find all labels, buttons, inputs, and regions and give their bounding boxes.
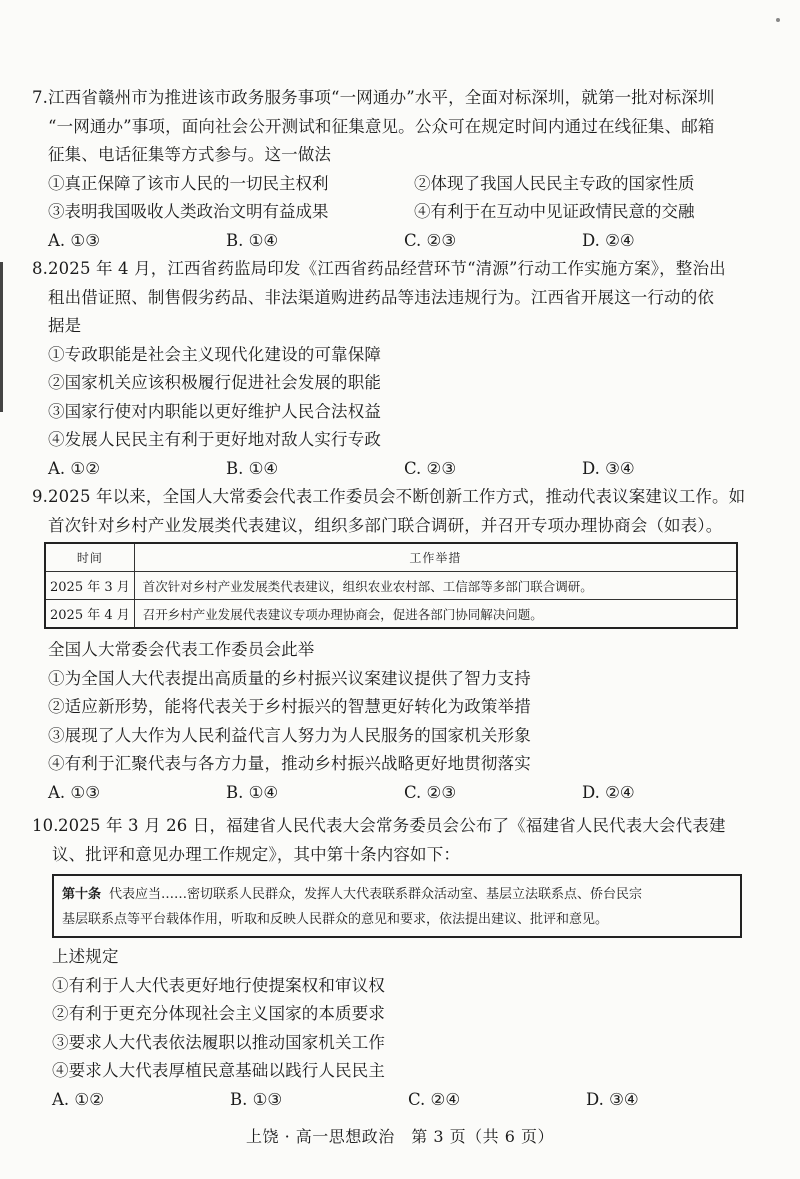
question-10-continued xyxy=(32,943,780,1114)
table-header-measures: 工作举措 xyxy=(134,543,737,572)
statement-1: ①专政职能是社会主义现代化建设的可靠保障 xyxy=(48,344,381,364)
table-row xyxy=(45,572,737,600)
question-9-continued xyxy=(32,636,780,807)
option-d: D. ②④ xyxy=(582,782,635,802)
question-number: 10. xyxy=(32,816,59,835)
question-9-stem-line: 9.2025 年以来，全国人大常委会代表工作委员会不断创新工作方式，推动代表议案建议工作。如 xyxy=(32,483,780,512)
table-row xyxy=(45,600,737,629)
option-b: B. ①③ xyxy=(230,1089,283,1109)
option-a: A. ①② xyxy=(48,458,100,478)
option-d: D. ②④ xyxy=(582,230,635,250)
question-10-stem-line: 10.2025 年 3 月 26 日，福建省人民代表大会常务委员会公布了《福建省人民代表大会代表建 xyxy=(32,812,780,841)
question-10 xyxy=(32,812,780,869)
statement-2: ②有利于更充分体现社会主义国家的本质要求 xyxy=(52,1004,385,1023)
option-b: B. ①④ xyxy=(226,782,279,802)
option-c: C. ②④ xyxy=(408,1089,461,1109)
question-number: 7. xyxy=(32,88,49,107)
answer-options xyxy=(32,779,780,808)
question-9 xyxy=(32,483,780,540)
option-b: B. ①④ xyxy=(226,230,279,250)
option-a: A. ①③ xyxy=(48,782,100,802)
article-title: 第十条 xyxy=(62,887,102,902)
option-a: A. ①③ xyxy=(48,230,100,250)
article-line: 基层联系点等平台载体作用，听取和反映人民群众的意见和要求，依法提出建议、批评和意见。 xyxy=(62,912,609,927)
statement-2: ②国家机关应该积极履行促进社会发展的职能 xyxy=(48,373,381,392)
statement-3: ③展现了人大作为人民利益代言人努力为人民服务的国家机关形象 xyxy=(48,725,531,745)
question-7-stem-line: 征集、电话征集等方式参与。这一做法 xyxy=(48,145,332,164)
answer-options xyxy=(32,227,780,256)
table-header-time: 时间 xyxy=(45,543,134,572)
question-8-stem-line: 8.2025 年 4 月，江西省药监局印发《江西省药品经营环节“清源”行动工作实施方案》，整治出 xyxy=(32,255,780,284)
statement-4: ④要求人大代表厚植民意基础以践行人民民主 xyxy=(52,1061,385,1080)
statement-1: ①真正保障了该市人民的一切民主权利 xyxy=(48,173,329,193)
statement-2: ②适应新形势，能将代表关于乡村振兴的智慧更好转化为政策举措 xyxy=(48,697,531,716)
question-number: 9. xyxy=(32,487,49,506)
option-a: A. ①② xyxy=(52,1089,104,1109)
option-c: C. ②③ xyxy=(404,782,457,802)
scan-mark xyxy=(776,18,780,22)
table-cell-measure: 首次针对乡村产业发展类代表建议，组织农业农村部、工信部等多部门联合调研。 xyxy=(134,572,737,600)
statement-row xyxy=(32,170,780,199)
question-7-stem-line: 7.江西省赣州市为推进该市政务服务事项“一网通办”水平，全面对标深圳，就第一批对标深圳 xyxy=(32,84,780,113)
statement-2: ②体现了我国人民民主专政的国家性质 xyxy=(414,173,695,193)
option-d: D. ③④ xyxy=(582,458,635,478)
question-8-stem-line: 据是 xyxy=(48,316,82,335)
statement-1: ①有利于人大代表更好地行使提案权和审议权 xyxy=(52,975,385,995)
binding-edge-mark xyxy=(0,262,3,412)
question-8 xyxy=(32,255,780,483)
table-cell-time: 2025 年 3 月 xyxy=(45,572,134,600)
statement-3: ③要求人大代表依法履职以推动国家机关工作 xyxy=(52,1032,385,1052)
question-7 xyxy=(32,84,780,255)
answer-options xyxy=(32,1086,780,1115)
question-8-stem-line: 租出借证照、制售假劣药品、非法渠道购进药品等违法违规行为。江西省开展这一行动的依 xyxy=(48,287,714,307)
statement-4: ④有利于汇聚代表与各方力量，推动乡村振兴战略更好地贯彻落实 xyxy=(48,754,531,773)
answer-options xyxy=(32,455,780,484)
statement-4: ④发展人民民主有利于更好地对敌人实行专政 xyxy=(48,430,381,449)
table-header-row xyxy=(45,543,737,572)
statement-3: ③表明我国吸收人类政治文明有益成果 xyxy=(48,202,329,221)
question-9-lead: 全国人大常委会代表工作委员会此举 xyxy=(48,640,315,659)
question-10-lead: 上述规定 xyxy=(52,947,119,966)
question-9-stem-line: 首次针对乡村产业发展类代表建议，组织多部门联合调研，并召开专项办理协商会（如表）。 xyxy=(48,515,723,535)
regulation-article-box xyxy=(52,874,742,938)
work-measures-table xyxy=(44,542,738,629)
statement-1: ①为全国人大代表提出高质量的乡村振兴议案建议提供了智力支持 xyxy=(48,668,531,688)
statement-4: ④有利于在互动中见证政情民意的交融 xyxy=(414,202,695,221)
table-cell-measure: 召开乡村产业发展代表建议专项办理协商会，促进各部门协同解决问题。 xyxy=(134,600,737,629)
article-line: 第十条 代表应当……密切联系人民群众，发挥人大代表联系群众活动室、基层立法联系点、侨台民宗 xyxy=(62,887,643,902)
statement-3: ③国家行使对内职能以更好维护人民合法权益 xyxy=(48,401,381,421)
option-c: C. ②③ xyxy=(404,230,457,250)
table-cell-time: 2025 年 4 月 xyxy=(45,600,134,629)
question-number: 8. xyxy=(32,259,49,278)
question-7-stem-line: “一网通办”事项，面向社会公开测试和征集意见。公众可在规定时间内通过在线征集、邮箱 xyxy=(48,116,715,136)
option-c: C. ②③ xyxy=(404,458,457,478)
page-footer: 上饶 · 高一思想政治 第 3 页（共 6 页） xyxy=(246,1127,554,1146)
statement-row xyxy=(32,198,780,227)
option-d: D. ③④ xyxy=(586,1089,639,1109)
option-b: B. ①④ xyxy=(226,458,279,478)
question-10-stem-line: 议、批评和意见办理工作规定》，其中第十条内容如下： xyxy=(52,844,460,864)
